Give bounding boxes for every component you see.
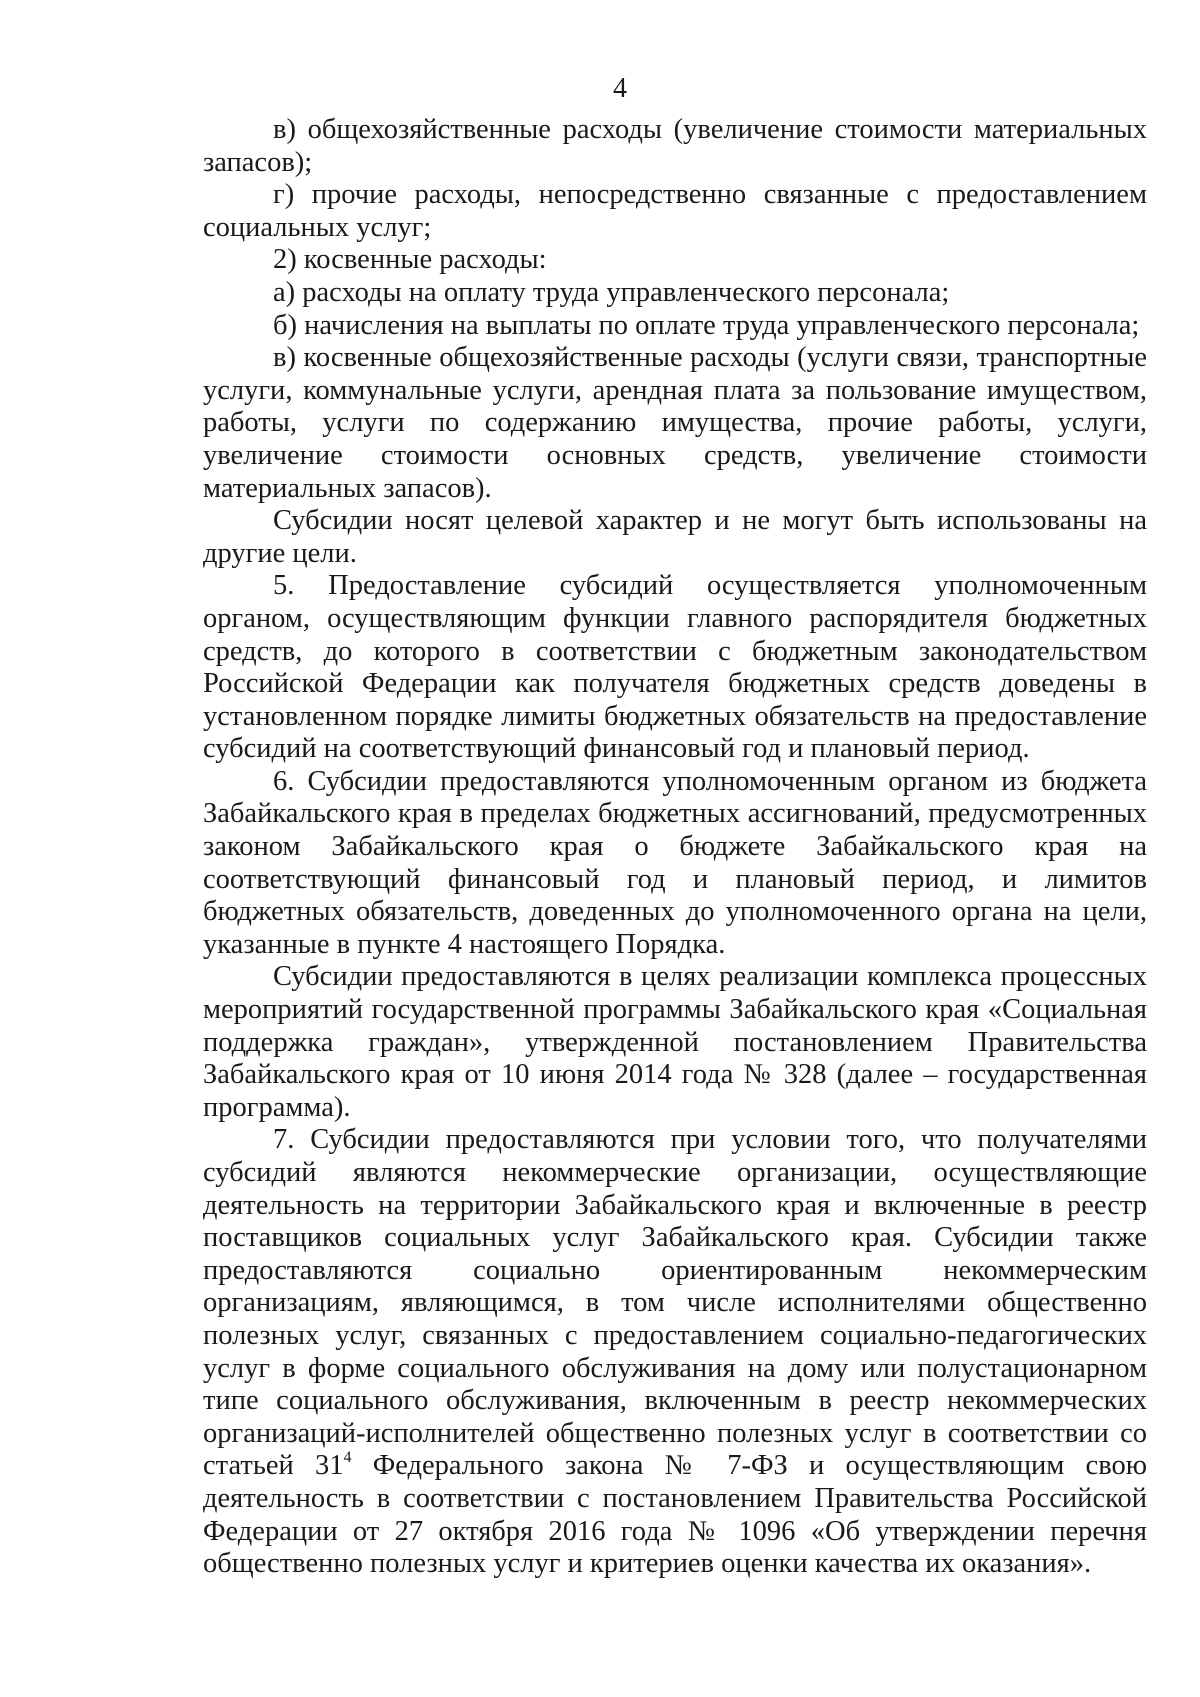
paragraph-9: 6. Субсидии предоставляются уполномоченным органом из бюджета Забайкальского края в пределах бюджетных ассигнований, предусмотренных законом Забайкальского края о бюджете Забайкальского края на соответствующий финансовый год и плановый период, и лимитов бюджетных обязательств, доведенных до уполномоченного органа на цели, указанные в пункте 4 настоящего Порядка. <box>203 765 1147 960</box>
paragraph-1: в) общехозяйственные расходы (увеличение стоимости материальных запасов); <box>203 114 1147 178</box>
paragraph-6: в) косвенные общехозяйственные расходы (услуги связи, транспортные услуги, коммунальные услуги, арендная плата за пользование имуществом, работы, услуги по содержанию имущества, прочие работы, услуги, увеличение стоимости основных средств, увеличение стоимости материальных запасов). <box>203 342 1147 504</box>
paragraph-7: Субсидии носят целевой характер и не могут быть использованы на другие цели. <box>203 505 1147 569</box>
paragraph-10: Субсидии предоставляются в целях реализации комплекса процессных мероприятий государственной программы Забайкальского края «Социальная поддержка граждан», утвержденной постановлением Правительства Забайкальского края от 10 июня 2014 года № 328 (далее – государственная программа). <box>203 961 1147 1123</box>
article-superscript: 4 <box>343 1449 352 1467</box>
paragraph-5: б) начисления на выплаты по оплате труда управленческого персонала; <box>273 309 1140 341</box>
paragraph-11-text-end: Федерального закона № 7-ФЗ и осуществляющим свою деятельность в соответствии с постановлением Правительства Российской Федерации от 27 октября 2016 года № 1096 «Об утверждении перечня общественно полезных услуг и критериев оценки качества их оказания». <box>203 1450 1148 1580</box>
page-number: 4 <box>613 73 627 104</box>
paragraph-8: 5. Предоставление субсидий осуществляется уполномоченным органом, осуществляющим функции главного распорядителя бюджетных средств, до которого в соответствии с бюджетным законодательством Российской Федерации как получателя бюджетных средств доведены в установленном порядке лимиты бюджетных обязательств на предоставление субсидий на соответствующий финансовый год и плановый период. <box>203 570 1147 765</box>
paragraph-2: г) прочие расходы, непосредственно связанные с предоставлением социальных услуг; <box>203 179 1147 243</box>
paragraph-4: а) расходы на оплату труда управленческого персонала; <box>273 276 950 308</box>
paragraph-3: 2) косвенные расходы: <box>273 244 547 276</box>
document-body <box>203 114 1147 1581</box>
paragraph-11-text-start: 7. Субсидии предоставляются при условии того, что получателями субсидий являются некоммерческие организации, осуществляющие деятельность на территории Забайкальского края и включенные в реестр поставщиков социальных услуг Забайкальского края. Субсидии также предоставляются социально ориентированным некоммерческим организациям, являющимся, в том числе исполнителями общественно полезных услуг, связанных с предоставлением социально-педагогических услуг в форме социального обслуживания на дому или полустационарном типе социального обслуживания, включенным в реестр некоммерческих организаций-исполнителей общественно полезных услуг в соответствии со статьей 31 <box>203 1124 1147 1482</box>
paragraph-11 <box>203 1124 1147 1580</box>
